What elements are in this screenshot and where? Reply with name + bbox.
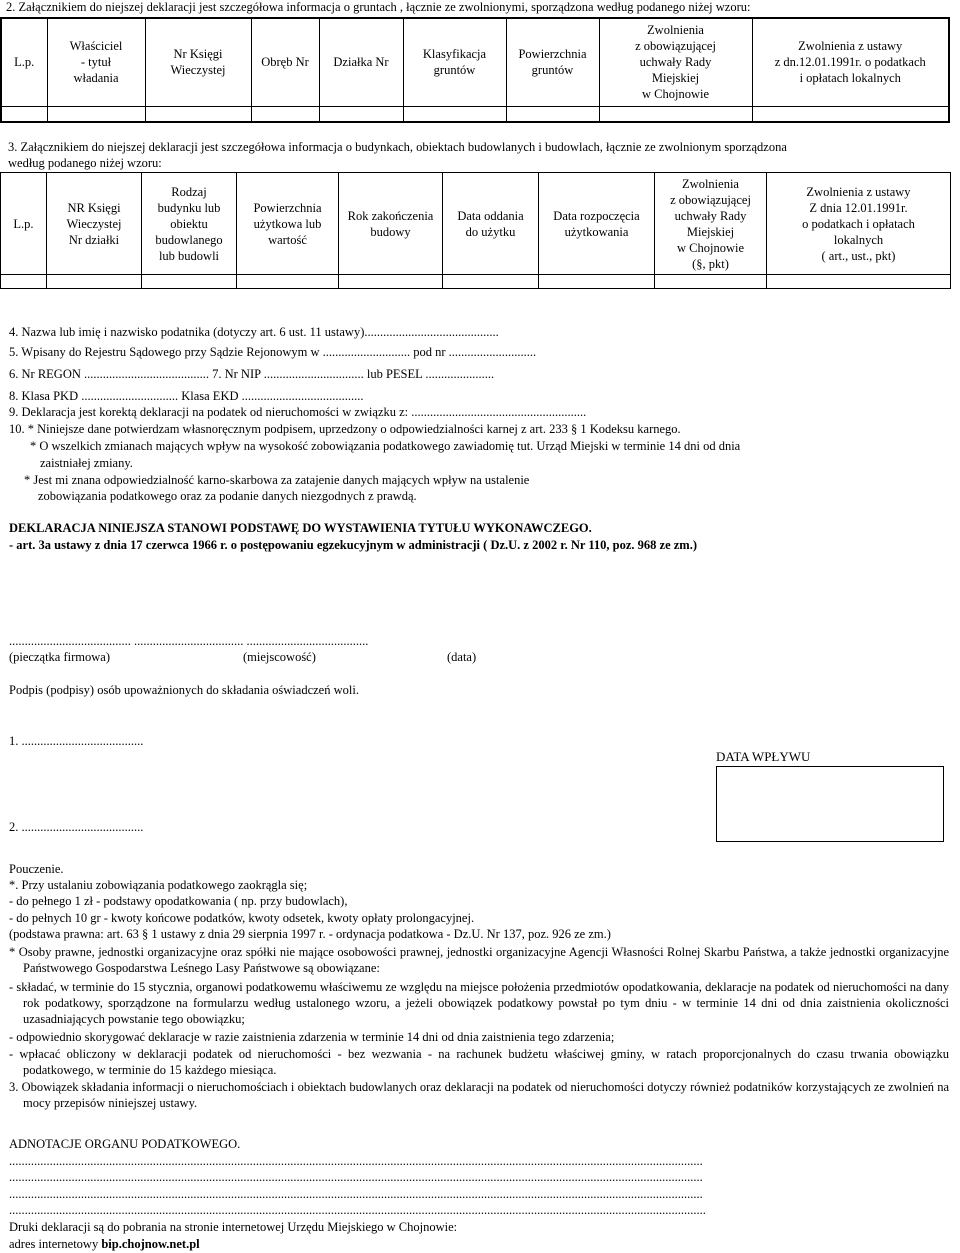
cell[interactable] — [655, 275, 767, 289]
col-zw-ustawa — [767, 173, 951, 275]
cell[interactable] — [599, 106, 752, 122]
col-zw-rada-label: Zwolnienia z obowiązującej uchwały Rady Miejskiej w Chojnowie — [635, 23, 716, 102]
item-4: 4. Nazwa lub imię i nazwisko podatnika (dotyczy art. 6 ust. 11 ustawy)........................................... — [9, 325, 499, 339]
col-obreb-label: Obręb Nr — [261, 55, 309, 70]
col-data-rozp — [539, 173, 655, 275]
col-rok — [339, 173, 443, 275]
cell[interactable] — [339, 275, 443, 289]
footer-url-link[interactable]: bip.chojnow.net.pl — [101, 1237, 200, 1251]
cell[interactable] — [403, 106, 506, 122]
item-10-notice: * O wszelkich zmianach mających wpływ na wysokość zobowiązania podatkowego zawiadomię tut. Urząd Miejski w terminie 14 dni od dnia — [30, 439, 741, 453]
cell[interactable] — [506, 106, 599, 122]
cell[interactable] — [237, 275, 339, 289]
col-zw-rada — [599, 18, 752, 106]
cell[interactable] — [752, 106, 949, 122]
buildings-table — [0, 172, 951, 289]
col-data-rozp-label: Data rozpoczęcia użytkowania — [553, 208, 640, 239]
col-kw-label: Nr Księgi Wieczystej — [170, 47, 226, 78]
item-10: 10. * Niniejsze dane potwierdzam własnoręcznym podpisem, uprzedzony o odpowiedzialności karnej z art. 233 § 1 Kodeksu karnego. — [9, 422, 681, 436]
section3-intro-1: 3. Załącznikiem do niejszej deklaracji jest szczegółowa informacja o budynkach, obiektach budowlanych i budowlach, łącznie ze zwolnionym sporządzona — [8, 140, 787, 154]
stamp-label: (pieczątka firmowa) — [9, 650, 110, 664]
date-label: (data) — [447, 650, 477, 664]
annotations-line-1[interactable]: .............................................................................................................................................................................................................................. — [9, 1154, 703, 1168]
col-dzialka — [319, 18, 403, 106]
instruction-deadline: - składać, w terminie do 15 stycznia, organowi podatkowemu właściwemu ze względu na miejsce położenia przedmiotów opodatkowania, deklaracje na podatek od nieruchomości na dany rok podatkowy, sporządzone na formularzu według ustalonego wzoru, a jeżeli obowiązek podatkowy powstał po tym dniu - w terminie 14 dni od dnia zaistnienia okoliczności uzasadniających powstanie tego obowiązku; — [9, 980, 949, 1026]
item-8: 8. Klasa PKD ............................... Klasa EKD ....................................... — [9, 389, 364, 403]
col-zw-ustawa — [752, 18, 949, 106]
col-rodzaj — [142, 173, 237, 275]
item-9: 9. Deklaracja jest korektą deklaracji na podatek od nieruchomości w związku z: ........................................................ — [9, 405, 587, 419]
footer-address-label: adres internetowy — [9, 1237, 102, 1251]
col-owner — [47, 18, 145, 106]
col-pow — [237, 173, 339, 275]
col-klas — [403, 18, 506, 106]
cell[interactable] — [142, 275, 237, 289]
col-lp-label: L.p. — [13, 216, 34, 231]
item-5: 5. Wpisany do Rejestru Sądowego przy Sądzie Rejonowym w ............................ pod nr ............................ — [9, 345, 537, 359]
instruction-obligation: 3. Obowiązek składania informacji o nieruchomościach i obiektach budowlanych oraz deklaracji na podatek od nieruchomości dotyczy również podatników korzystających ze zwolnień na mocy przepisów niniejszej ustawy. — [9, 1080, 949, 1110]
cell[interactable] — [251, 106, 319, 122]
footer-address — [9, 1237, 200, 1252]
col-rok-label: Rok zakończenia budowy — [347, 208, 434, 239]
place-label: (miejscowość) — [243, 650, 316, 664]
col-pow-label: Powierzchnia gruntów — [518, 47, 587, 78]
item-10-notice-cont: zaistniałej zmiany. — [40, 456, 133, 470]
instruction-rounding: *. Przy ustalaniu zobowiązania podatkowego zaokrągla się; — [9, 878, 308, 892]
instruction-rounding-2: - do pełnych 10 gr - kwoty końcowe podatków, kwoty odsetek, kwoty opłaty prolongacyjnej. — [9, 911, 475, 925]
item-10-liability: * Jest mi znana odpowiedzialność karno-skarbowa za zatajenie danych mających wpływ na ustalenie — [24, 473, 530, 487]
annotations-line-4[interactable]: ............................................................................................................................................................................................................................... — [9, 1203, 706, 1217]
item-10-liability-cont: zobowiązania podatkowego oraz za podanie danych niezgodnych z prawdą. — [38, 489, 417, 503]
col-kw — [47, 173, 142, 275]
col-pow — [506, 18, 599, 106]
received-date-label: DATA WPŁYWU — [716, 749, 811, 764]
cell[interactable] — [47, 275, 142, 289]
cell[interactable] — [1, 275, 47, 289]
annotations-line-3[interactable]: .............................................................................................................................................................................................................................. — [9, 1187, 703, 1201]
col-klas-label: Klasyfikacja gruntów — [422, 47, 487, 78]
instruction-payment: - wpłacać obliczony w deklaracji podatek od nieruchomości - bez wezwania - na rachunek budżetu właściwej gminy, w ratach proporcjonalnych do czasu trwania obowiązku podatkowego, w terminie do 15 każdego miesiąca. — [9, 1047, 949, 1077]
signature-2[interactable]: 2. ....................................... — [9, 820, 144, 834]
instruction-entities: * Osoby prawne, jednostki organizacyjne oraz spółki nie mające osobowości prawnej, jednostki organizacyjne Agencji Własności Rolnej Skarbu Państwa, a także jednostki organizacyjne Państwowego Gospodarstwa Leśnego Lasy Państwowe są obowiązane: — [9, 945, 949, 975]
cell[interactable] — [47, 106, 145, 122]
annotations-title: ADNOTACJE ORGANU PODATKOWEGO. — [9, 1137, 241, 1151]
item-6-7: 6. Nr REGON ........................................ 7. Nr NIP ................................ lub PESEL ...................... — [9, 367, 495, 381]
section2-intro: 2. Załącznikiem do niejszej deklaracji jest szczegółowa informacja o gruntach , łącznie ze zwolnionymi, sporządzona według podanego niżej wzoru: — [6, 0, 751, 14]
signers-label: Podpis (podpisy) osób upoważnionych do składania oświadczeń woli. — [9, 683, 359, 697]
declaration-basis: - art. 3a ustawy z dnia 17 czerwca 1966 r. o postępowaniu egzekucyjnym w administracji ( Dz.U. z 2002 r. Nr 110, poz. 968 ze zm.) — [9, 538, 697, 552]
instruction-title: Pouczenie. — [9, 862, 64, 876]
land-table — [0, 17, 950, 123]
cell[interactable] — [767, 275, 951, 289]
annotations-line-2[interactable]: .............................................................................................................................................................................................................................. — [9, 1170, 703, 1184]
table-row — [1, 106, 949, 122]
cell[interactable] — [319, 106, 403, 122]
col-rodzaj-label: Rodzaj budynku lub obiektu budowlanego lub budowli — [155, 184, 223, 263]
col-lp — [1, 173, 47, 275]
col-kw-label: NR Księgi Wieczystej Nr działki — [66, 200, 122, 247]
col-data-oddania — [443, 173, 539, 275]
cell[interactable] — [443, 275, 539, 289]
signature-dots: ....................................... ................................... ....................................... — [9, 634, 369, 648]
instruction-legal-basis: (podstawa prawna: art. 63 § 1 ustawy z dnia 29 sierpnia 1997 r. - ordynacja podatkowa - Dz.U. Nr 137, poz. 926 ze zm.) — [9, 927, 611, 941]
signature-1[interactable]: 1. ....................................... — [9, 734, 144, 748]
section3-intro-2: według podanego niżej wzoru: — [8, 156, 162, 170]
col-zw-rada-label: Zwolnienia z obowiązującej uchwały Rady Miejskiej w Chojnowie (§, pkt) — [670, 176, 751, 271]
received-date-box[interactable] — [716, 766, 944, 842]
col-lp-label: L.p. — [14, 55, 35, 70]
col-owner-label: Właściciel - tytuł władania — [69, 39, 123, 86]
cell[interactable] — [1, 106, 47, 122]
col-dzialka-label: Działka Nr — [333, 55, 389, 70]
col-kw — [145, 18, 251, 106]
table-row — [1, 275, 951, 289]
col-obreb — [251, 18, 319, 106]
instruction-rounding-1: - do pełnego 1 zł - podstawy opodatkowania ( np. przy budowlach), — [9, 894, 348, 908]
instruction-correction: - odpowiednio skorygować deklaracje w razie zaistnienia zdarzenia w terminie 14 dni od dnia zaistnienia tego zdarzenia; — [9, 1030, 615, 1044]
footer-download-info: Druki deklaracji są do pobrania na stronie internetowej Urzędu Miejskiego w Chojnowie: — [9, 1220, 458, 1234]
cell[interactable] — [539, 275, 655, 289]
col-zw-ustawa-label: Zwolnienia z ustawy z dn.12.01.1991r. o podatkach i opłatach lokalnych — [774, 39, 926, 86]
col-lp — [1, 18, 47, 106]
cell[interactable] — [145, 106, 251, 122]
col-zw-ustawa-label: Zwolnienia z ustawy Z dnia 12.01.1991r. o podatkach i opłatach lokalnych ( art., ust., pkt) — [802, 184, 915, 263]
col-data-oddania-label: Data oddania do użytku — [457, 208, 524, 239]
declaration-title: DEKLARACJA NINIEJSZA STANOWI PODSTAWĘ DO WYSTAWIENIA TYTUŁU WYKONAWCZEGO. — [9, 521, 592, 535]
col-zw-rada — [655, 173, 767, 275]
col-pow-label: Powierzchnia użytkowa lub wartość — [253, 200, 322, 247]
